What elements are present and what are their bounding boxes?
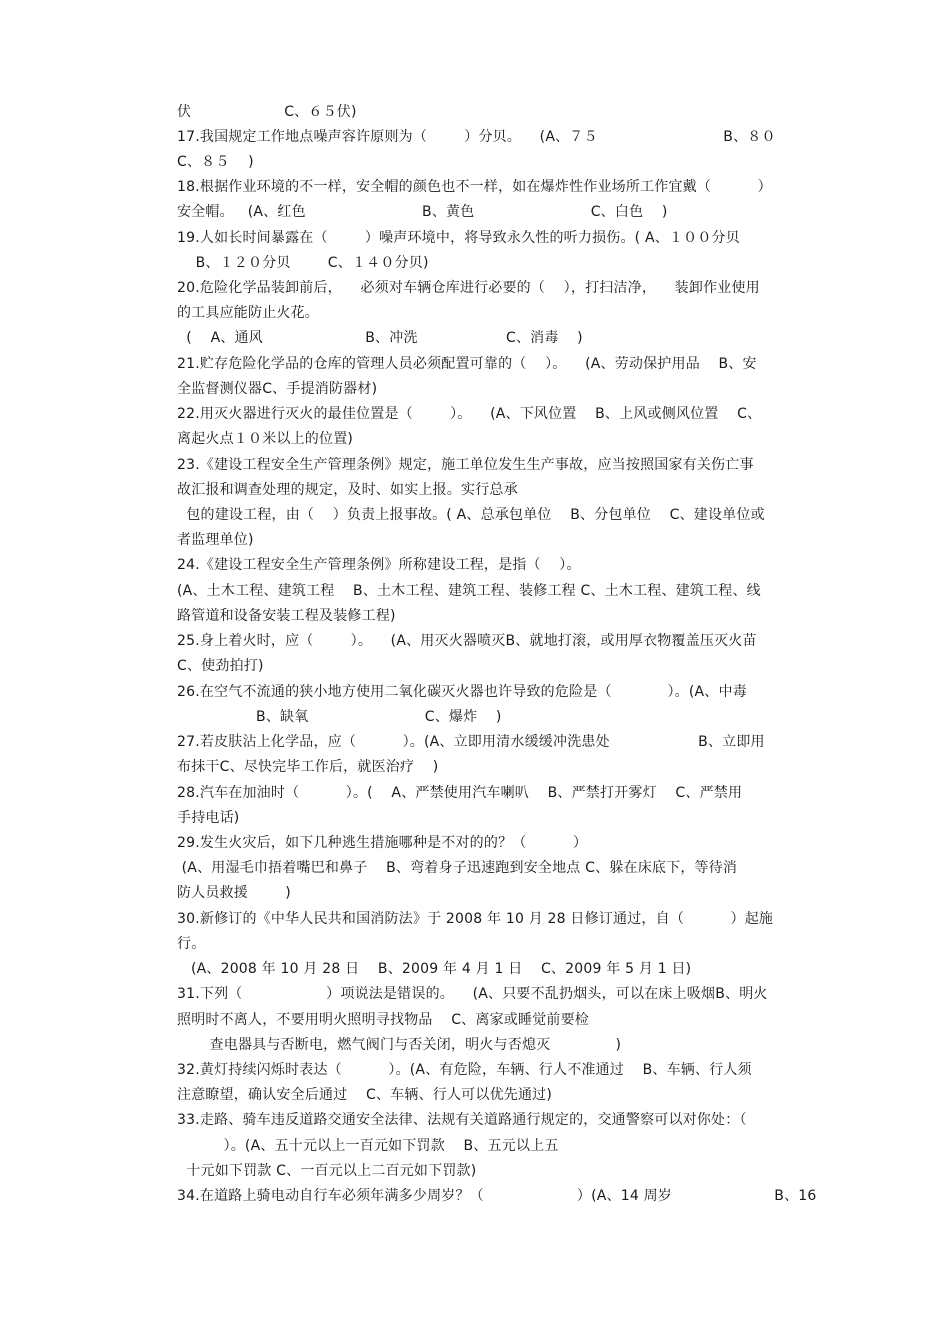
- text-line: 19.人如长时间暴露在（ ）噪声环境中，将导致永久性的听力损伤。( A、１００分贝: [177, 230, 740, 246]
- text-line: 28.汽车在加油时（ ）。( A、严禁使用汽车喇叭 B、严禁打开雾灯 C、严禁用: [177, 785, 743, 801]
- text-line: 安全帽。 (A、红色 B、黄色 C、白色 ): [177, 204, 668, 220]
- text-line: (A、用湿毛巾捂着嘴巴和鼻子 B、弯着身子迅速跑到安全地点 C、躲在床底下，等待消: [177, 860, 738, 876]
- text-line: 包的建设工程，由（ ）负责上报事故。( A、总承包单位 B、分包单位 C、建设单位或: [177, 507, 765, 523]
- text-line: 注意瞭望，确认安全后通过 C、车辆、行人可以优先通过): [177, 1087, 553, 1103]
- text-line: 布抹干C、尽快完毕工作后，就医治疗 ): [177, 759, 439, 775]
- text-line: (A、土木工程、建筑工程 B、土木工程、建筑工程、装修工程 C、土木工程、建筑工程、线: [177, 583, 761, 599]
- text-line: (A、2008 年 10 月 28 日 B、2009 年 4 月 1 日 C、2009 年 5 月 1 日): [177, 961, 692, 977]
- text-line: 20.危险化学品装卸前后， 必须对车辆仓库进行必要的（ ），打扫洁净， 装卸作业使用: [177, 280, 760, 296]
- text-line: B、缺氧 C、爆炸 ): [177, 709, 502, 725]
- text-line: 照明时不离人，不要用明火照明寻找物品 C、离家或睡觉前要检: [177, 1012, 589, 1028]
- text-line: 22.用灭火器进行灭火的最佳位置是（ ）。 (A、下风位置 B、上风或侧风位置 C、: [177, 406, 762, 422]
- text-line: 21.贮存危险化学品的仓库的管理人员必须配置可靠的（ ）。 (A、劳动保护用品 B、安: [177, 356, 757, 372]
- text-line: 24.《建设工程安全生产管理条例》所称建设工程，是指（ ）。: [177, 557, 581, 573]
- text-line: B、１２０分贝 C、１４０分贝): [177, 255, 429, 271]
- text-line: 者监理单位): [177, 532, 254, 548]
- text-line: ( A、通风 B、冲洗 C、消毒 ): [177, 330, 583, 346]
- text-line: 故汇报和调查处理的规定，及时、如实上报。实行总承: [177, 482, 518, 498]
- text-line: 30.新修订的《中华人民共和国消防法》于 2008 年 10 月 28 日修订通过，自（ ）起施: [177, 911, 774, 927]
- text-line: 26.在空气不流通的狭小地方使用二氧化碳灭火器也许导致的危险是（ ）。(A、中毒: [177, 684, 747, 700]
- text-line: 25.身上着火时，应（ ）。 (A、用灭火器喷灭B、就地打滚，或用厚衣物覆盖压灭火苗: [177, 633, 757, 649]
- text-line: ）。(A、五十元以上一百元如下罚款 B、五元以上五: [177, 1138, 559, 1154]
- text-line: 查电器具与否断电，燃气阀门与否关闭，明火与否熄灭 ): [177, 1037, 622, 1053]
- text-line: 32.黄灯持续闪烁时表达（ ）。(A、有危险，车辆、行人不准通过 B、车辆、行人须: [177, 1062, 752, 1078]
- text-line: C、８５ ): [177, 154, 254, 170]
- text-line: 33.走路、骑车违反道路交通安全法律、法规有关道路通行规定的，交通警察可以对你处：（: [177, 1112, 747, 1128]
- text-line: 34.在道路上骑电动自行车必须年满多少周岁？（ ）(A、14 周岁 B、16: [177, 1188, 817, 1204]
- text-line: 23.《建设工程安全生产管理条例》规定，施工单位发生生产事故，应当按照国家有关伤亡事: [177, 457, 754, 473]
- text-line: 27.若皮肤沾上化学品，应（ ）。(A、立即用清水缓缓冲洗患处 B、立即用: [177, 734, 765, 750]
- text-line: 31.下列（ ）项说法是错误的。 (A、只要不乱扔烟头，可以在床上吸烟B、明火: [177, 986, 768, 1002]
- text-line: 全监督测仪器C、手提消防器材): [177, 381, 378, 397]
- text-line: 伏 C、６５伏): [177, 104, 357, 120]
- text-line: 十元如下罚款 C、一百元以上二百元如下罚款): [177, 1163, 477, 1179]
- text-line: 离起火点１０米以上的位置): [177, 431, 354, 447]
- text-line: 17.我国规定工作地点噪声容许原则为（ ）分贝。 (A、７５ B、８０: [177, 129, 776, 145]
- text-line: 防人员救援 ): [177, 885, 291, 901]
- text-line: 行。: [177, 936, 206, 952]
- text-line: C、使劲拍打): [177, 658, 264, 674]
- text-line: 路管道和设备安装工程及装修工程): [177, 608, 396, 624]
- text-line: 手持电话): [177, 810, 240, 826]
- text-line: 18.根据作业环境的不一样，安全帽的颜色也不一样，如在爆炸性作业场所工作宜戴（ ）: [177, 179, 772, 195]
- text-line: 的工具应能防止火花。: [177, 305, 319, 321]
- text-line: 29.发生火灾后，如下几种逃生措施哪种是不对的的？（ ）: [177, 835, 588, 851]
